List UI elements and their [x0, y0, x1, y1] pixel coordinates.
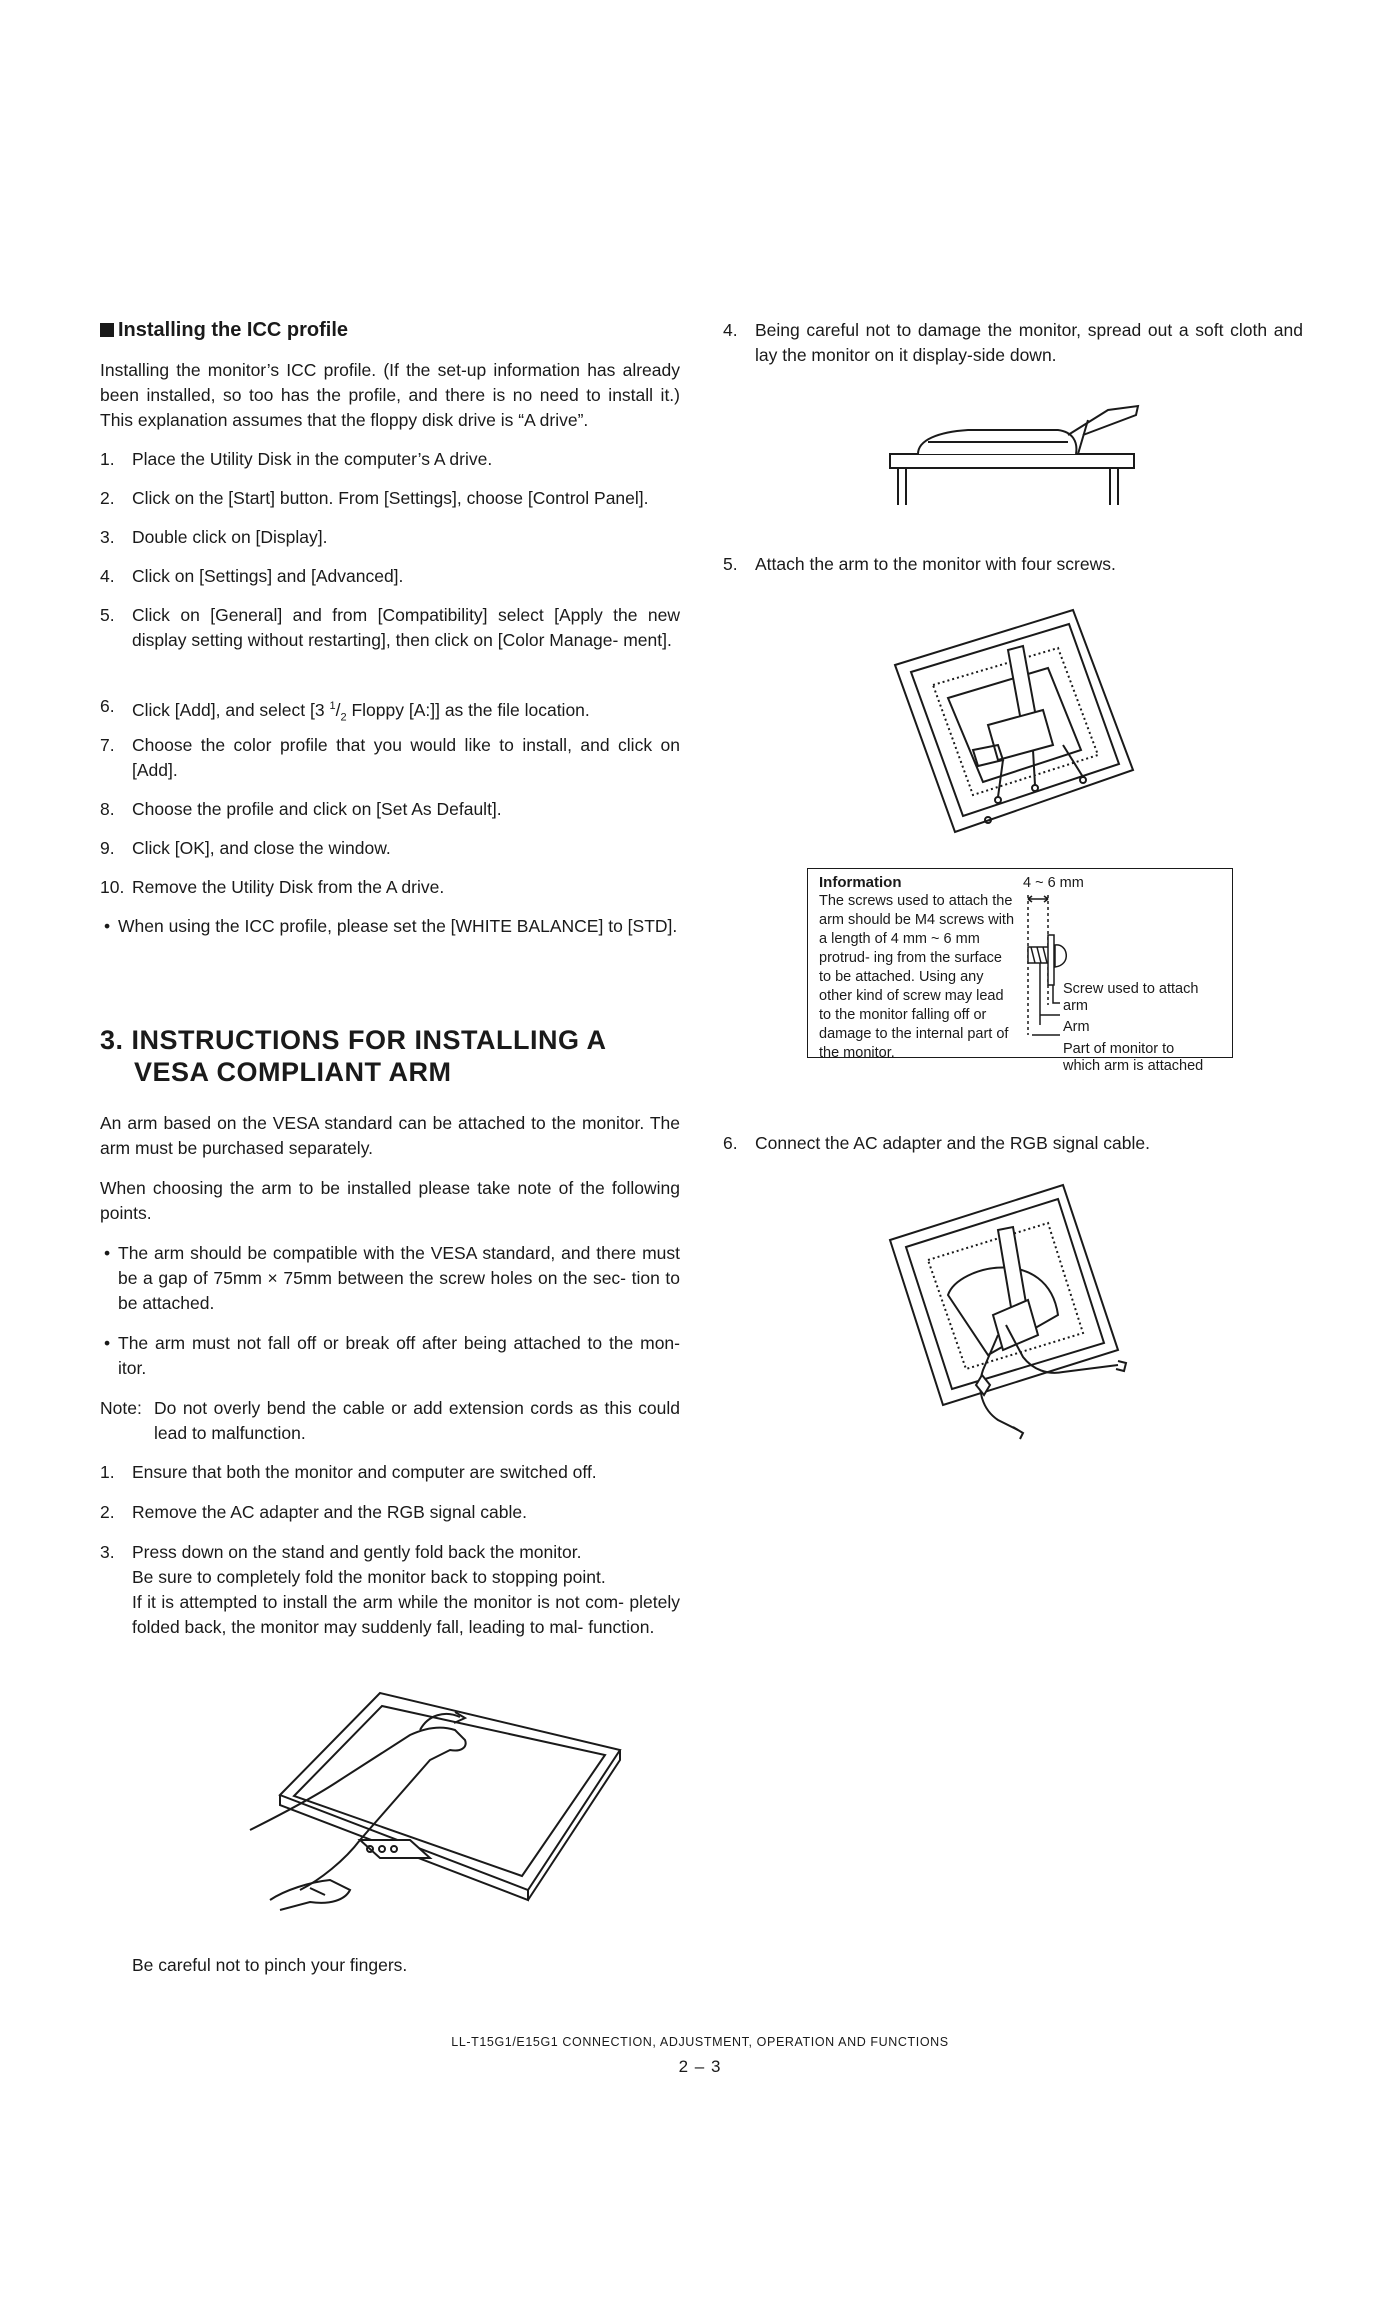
icc-intro: Installing the monitor’s ICC profile. (If the set-up information has already been installed, so too has the profile, and there is no need to install it.) This explanation assumes that the floppy disk drive is “A drive”.: [100, 360, 680, 430]
arm-step: 6. Connect the AC adapter and the RGB signal cable.: [723, 1133, 1150, 1153]
monitor-part-label: Part of monitor to which arm is attached: [1063, 1041, 1204, 1074]
icc-step: 2. Click on the [Start] button. From [Settings], choose [Control Panel].: [100, 488, 649, 508]
vesa-bullet: • The arm must not fall off or break off after being attached to the mon- itor.: [104, 1333, 680, 1378]
footer-model: LL-T15G1/E15G1 CONNECTION, ADJUSTMENT, OPERATION AND FUNCTIONS: [451, 2035, 949, 2049]
icc-step: 8. Choose the profile and click on [Set As Default].: [100, 799, 502, 819]
information-box: [807, 868, 1233, 1074]
icc-step: 6. Click [Add], and select [3 $^1/_2$ Floppy [A:]] as the file location.: [100, 696, 590, 724]
arm-step: 5. Attach the arm to the monitor with four screws.: [723, 554, 1116, 574]
information-title: Information: [819, 874, 902, 891]
vesa-para-1: An arm based on the VESA standard can be attached to the monitor. The arm must be purchased separately.: [100, 1113, 680, 1158]
icc-heading: Installing the ICC profile: [100, 318, 348, 343]
icc-step: 10. Remove the Utility Disk from the A drive.: [100, 877, 445, 897]
page-number: 2 – 3: [678, 2057, 722, 2076]
vesa-step: 3. Press down on the stand and gently fold back the monitor. Be sure to completely fold the monitor back to stopping point. If it is attempted to install the arm while the monitor is not com- pletely folded back, the monitor may suddenly fall, leading to mal- function.: [100, 1542, 680, 1637]
caution-text: Be careful not to pinch your fingers.: [132, 1955, 408, 1975]
vesa-step: 1. Ensure that both the monitor and computer are switched off.: [100, 1462, 597, 1482]
icc-step: 7. Choose the color profile that you would like to install, and click on [Add].: [100, 735, 680, 780]
information-text: The screws used to attach the arm should be M4 screws with a length of 4 mm ~ 6 mm protrud- ing from the surface to be attached. Using any other kind of screw may lead to the monitor falling off or damage to the internal part of the monitor.: [819, 893, 1015, 1061]
vesa-heading: 3. INSTRUCTIONS FOR INSTALLING A VESA COMPLIANT ARM: [100, 1025, 607, 1087]
arm-step: 4. Being careful not to damage the monitor, spread out a soft cloth and lay the monitor on it display-side down.: [723, 320, 1303, 365]
vesa-para-2: When choosing the arm to be installed please take note of the following points.: [100, 1178, 680, 1223]
arm-attach-illustration: [893, 610, 1143, 850]
fold-monitor-illustration: [250, 1690, 630, 1920]
screw-label: Screw used to attach arm: [1063, 981, 1199, 1014]
vesa-note: Note: Do not overly bend the cable or add extension cords as this could lead to malfunction.: [100, 1398, 680, 1443]
cable-connect-illustration: [888, 1185, 1148, 1445]
square-bullet-icon: [100, 323, 114, 337]
monitor-on-cloth-illustration: [888, 390, 1138, 510]
arm-label: Arm: [1063, 1019, 1090, 1035]
vesa-bullet: • The arm should be compatible with the VESA standard, and there must be a gap of 75mm × 75mm between the screw holes on the sec- tion to be attached.: [104, 1243, 680, 1313]
screw-length-label: 4 ~ 6 mm: [1023, 875, 1084, 891]
icc-bullet: • When using the ICC profile, please set the [WHITE BALANCE] to [STD].: [104, 916, 678, 936]
icc-step: 3. Double click on [Display].: [100, 527, 328, 547]
icc-step: 1. Place the Utility Disk in the computer’s A drive.: [100, 449, 493, 469]
icc-step: 4. Click on [Settings] and [Advanced].: [100, 566, 404, 586]
icc-step: 9. Click [OK], and close the window.: [100, 838, 391, 858]
information-text-block: [819, 873, 1014, 1063]
icc-step: 5. Click on [General] and from [Compatibility] select [Apply the new display setting without restarting], then click on [Color Manage- ment].: [100, 605, 680, 650]
vesa-step: 2. Remove the AC adapter and the RGB signal cable.: [100, 1502, 527, 1522]
